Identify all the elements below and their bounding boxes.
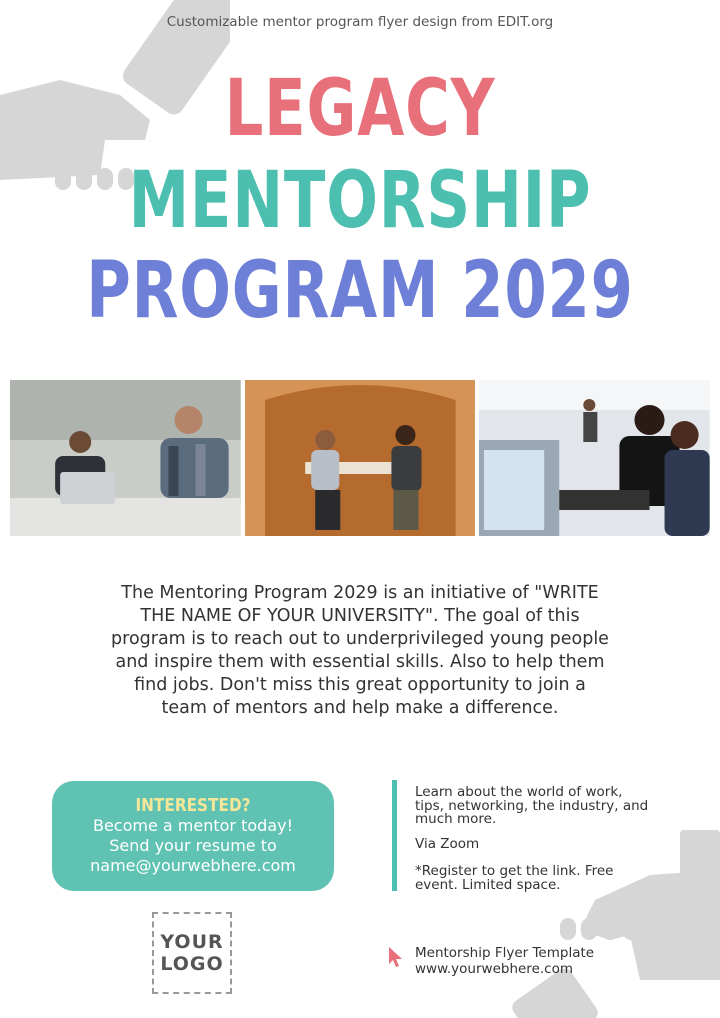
logo-placeholder (152, 912, 232, 994)
cta-email[interactable]: name@yourwebhere.com (90, 856, 296, 875)
cta-heading: INTERESTED? (135, 795, 251, 816)
info-paragraph-1: Learn about the world of work, tips, networking, the industry, and much more. (415, 784, 649, 827)
footer-title: Mentorship Flyer Template (415, 945, 595, 961)
logo-text-line-1: YOUR (160, 931, 224, 953)
handshake-hand-icon (500, 830, 720, 1018)
cursor-icon (388, 946, 404, 968)
info-accent-bar (392, 780, 397, 891)
footer-website[interactable]: www.yourwebhere.com (415, 961, 573, 977)
photo-booth-meeting (245, 380, 476, 536)
interested-callout (52, 781, 334, 891)
info-paragraph-3: *Register to get the link. Free event. Limited space. (415, 863, 614, 893)
footer-info (415, 945, 594, 977)
info-paragraph-2: Via Zoom (415, 836, 480, 852)
program-description: The Mentoring Program 2029 is an initiative of "WRITE THE NAME OF YOUR UNIVERSITY". The goal of this program is to reach out to underprivileged young people and inspire them with essential skills. Also to help them find jobs. Don't miss this great opportunity to join a team of mentors and help make a difference. (111, 583, 609, 718)
cta-line-1: Become a mentor today! (92, 816, 293, 835)
photo-meeting-with-laptop (10, 380, 241, 536)
title-line-mentorship: MENTORSHIP (128, 156, 592, 246)
photo-colleagues-at-computer (479, 380, 710, 536)
credit-text: Customizable mentor program flyer design from EDIT.org (166, 14, 554, 30)
title-line-program: PROGRAM 2029 (86, 246, 634, 336)
logo-text-line-2: LOGO (160, 953, 224, 975)
title-line-legacy: LEGACY (224, 64, 496, 154)
photo-strip (10, 380, 710, 536)
cta-line-2: Send your resume to (109, 836, 277, 855)
